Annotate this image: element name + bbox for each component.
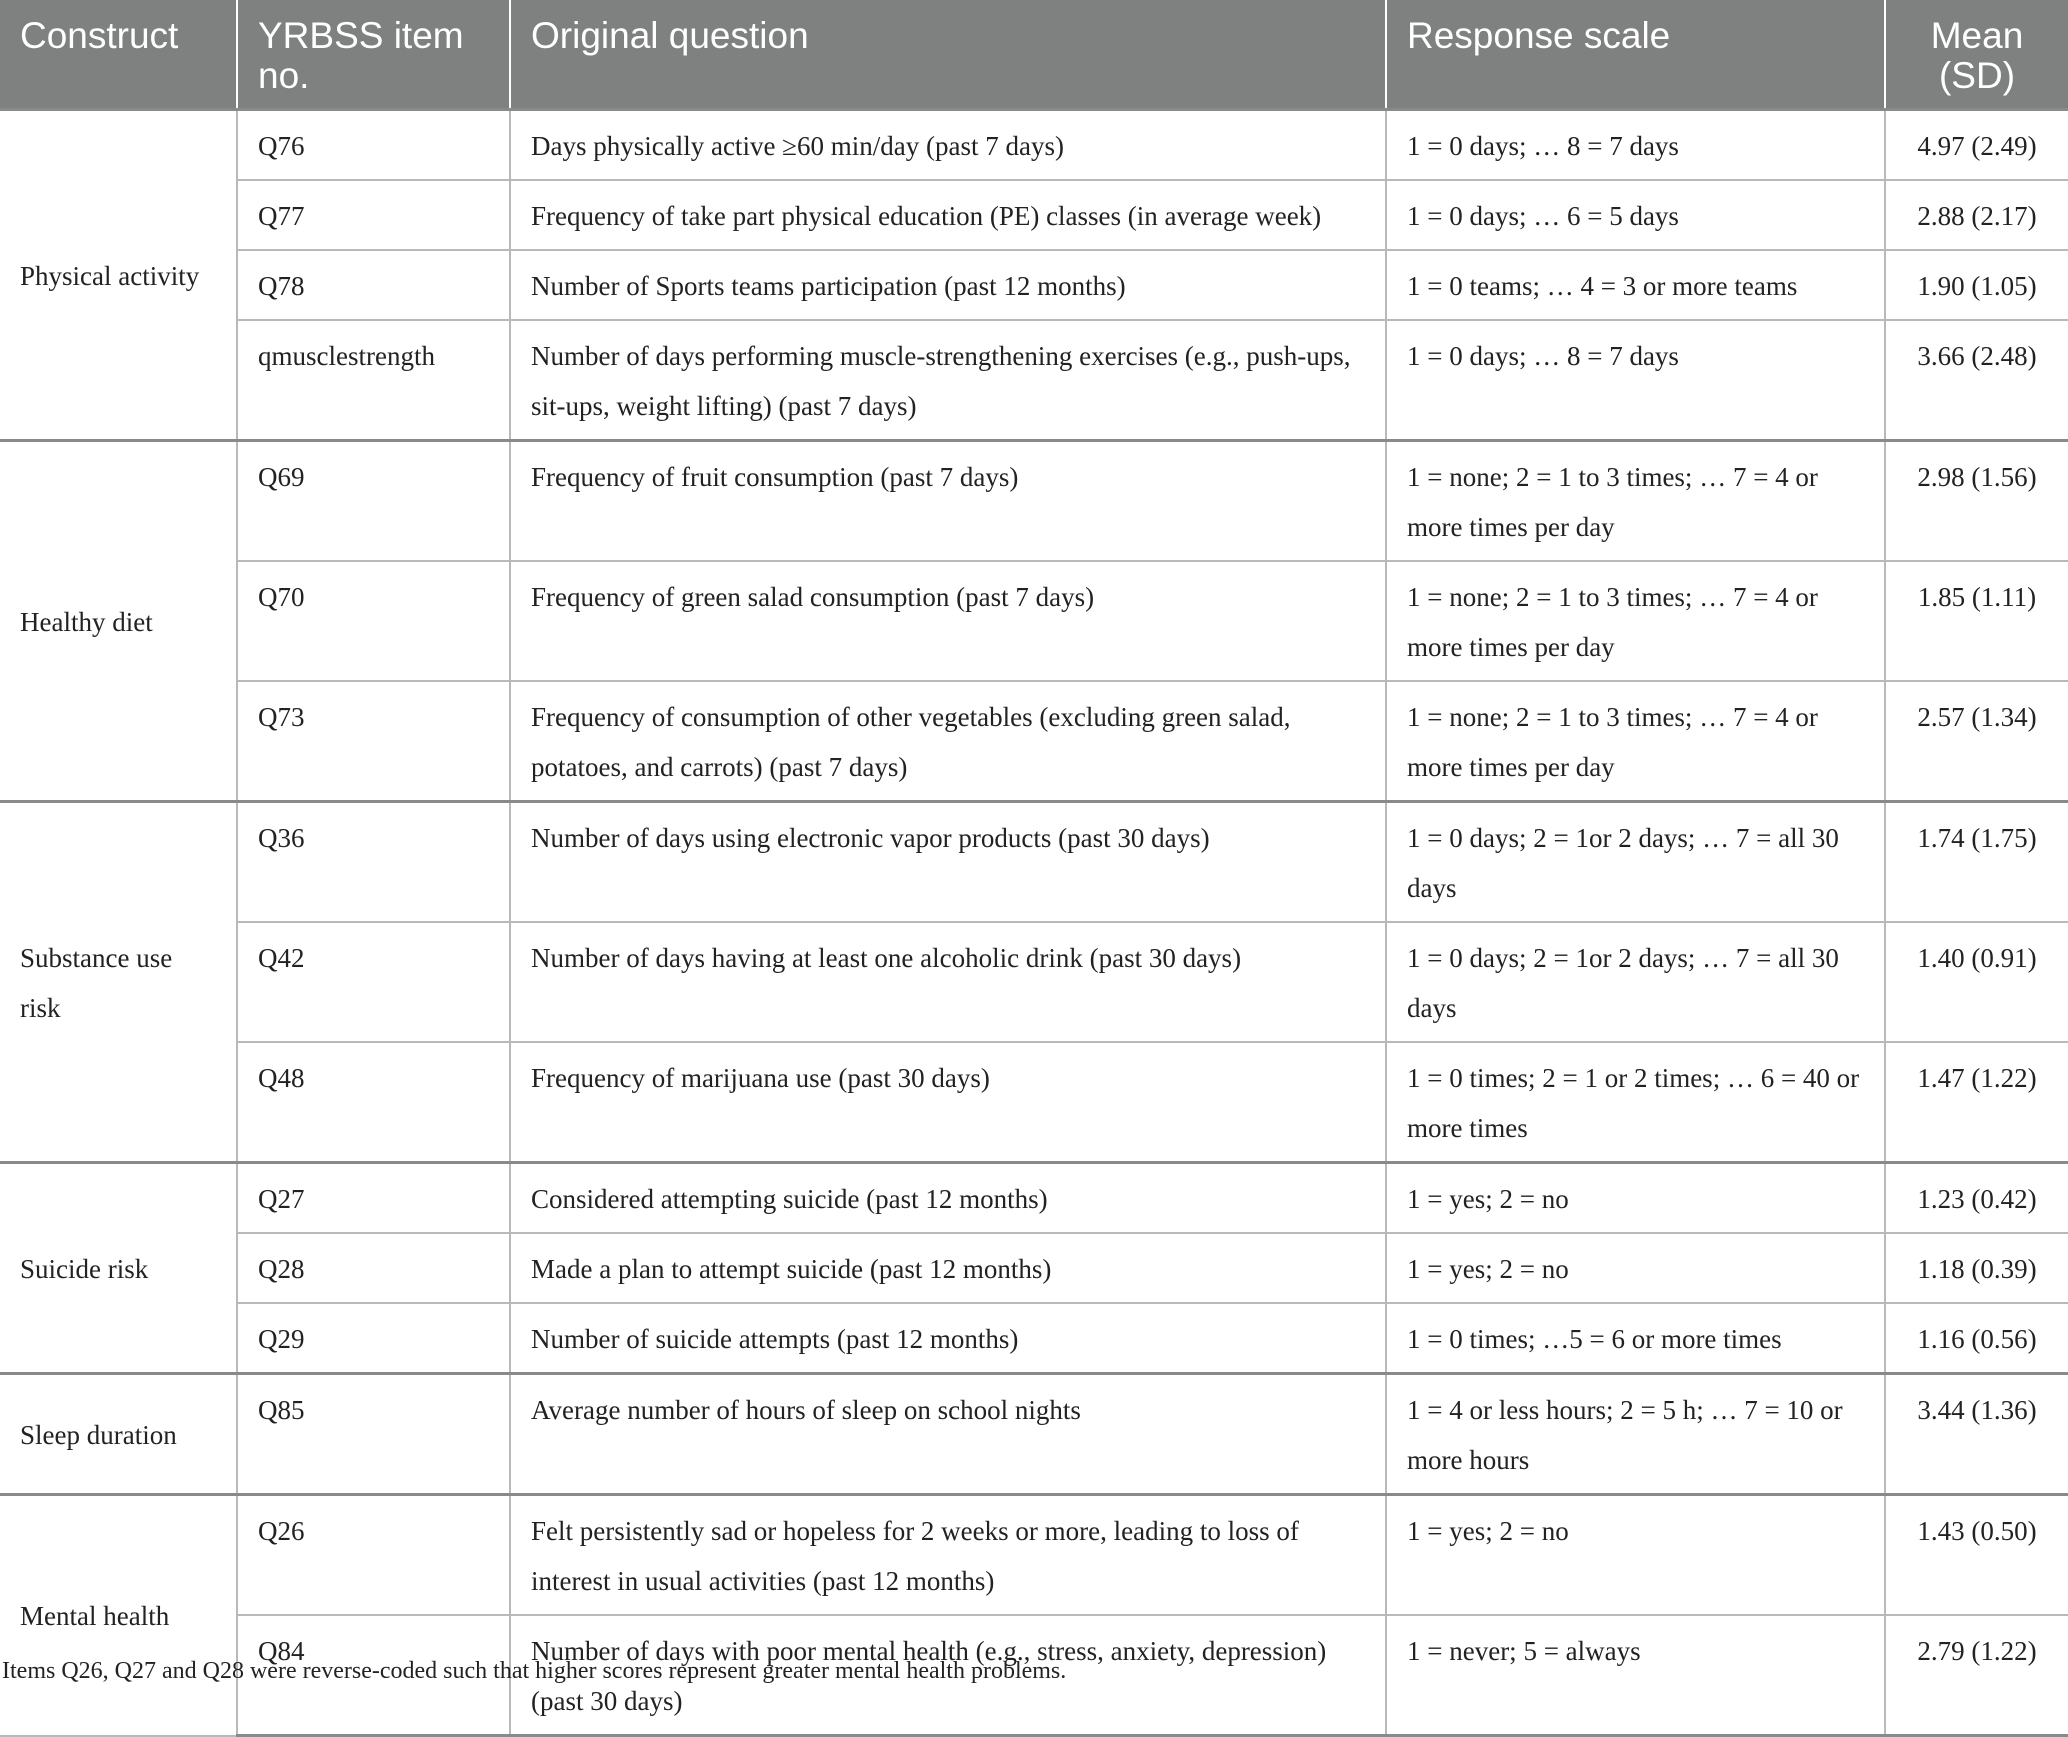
table-row	[0, 441, 2068, 562]
header-row	[0, 0, 2068, 110]
response-scale-cell: 1 = 0 days; 2 = 1or 2 days; … 7 = all 30 days	[1386, 802, 1885, 923]
table-row	[0, 681, 2068, 802]
item-number-cell: Q76	[237, 110, 510, 181]
construct-cell: Mental health	[0, 1495, 237, 1736]
question-cell: Frequency of marijuana use (past 30 days)	[510, 1042, 1386, 1163]
question-cell: Number of days having at least one alcoholic drink (past 30 days)	[510, 922, 1386, 1042]
response-scale-cell: 1 = none; 2 = 1 to 3 times; … 7 = 4 or more times per day	[1386, 561, 1885, 681]
mean-sd-cell: 2.98 (1.56)	[1885, 441, 2068, 562]
table-row	[0, 1163, 2068, 1234]
mean-sd-cell: 1.40 (0.91)	[1885, 922, 2068, 1042]
question-cell: Number of days performing muscle-strengthening exercises (e.g., push-ups, sit-ups, weight lifting) (past 7 days)	[510, 320, 1386, 441]
mean-sd-cell: 1.90 (1.05)	[1885, 250, 2068, 320]
item-number-cell: Q48	[237, 1042, 510, 1163]
question-cell: Considered attempting suicide (past 12 months)	[510, 1163, 1386, 1234]
question-cell: Days physically active ≥60 min/day (past 7 days)	[510, 110, 1386, 181]
response-scale-cell: 1 = 0 days; … 8 = 7 days	[1386, 110, 1885, 181]
table-row	[0, 180, 2068, 250]
response-scale-cell: 1 = yes; 2 = no	[1386, 1495, 1885, 1616]
mean-sd-cell: 2.57 (1.34)	[1885, 681, 2068, 802]
response-scale-cell: 1 = 4 or less hours; 2 = 5 h; … 7 = 10 or more hours	[1386, 1374, 1885, 1495]
item-number-cell: Q27	[237, 1163, 510, 1234]
construct-cell: Healthy diet	[0, 441, 237, 802]
mean-sd-cell: 1.47 (1.22)	[1885, 1042, 2068, 1163]
table-row	[0, 320, 2068, 441]
table-row	[0, 922, 2068, 1042]
response-scale-cell: 1 = 0 days; … 6 = 5 days	[1386, 180, 1885, 250]
item-number-cell: Q70	[237, 561, 510, 681]
response-scale-cell: 1 = 0 times; 2 = 1 or 2 times; … 6 = 40 or more times	[1386, 1042, 1885, 1163]
table-row	[0, 1042, 2068, 1163]
table-row	[0, 250, 2068, 320]
response-scale-cell: 1 = yes; 2 = no	[1386, 1233, 1885, 1303]
response-scale-cell: 1 = yes; 2 = no	[1386, 1163, 1885, 1234]
question-cell: Frequency of take part physical education (PE) classes (in average week)	[510, 180, 1386, 250]
mean-sd-cell: 1.18 (0.39)	[1885, 1233, 2068, 1303]
response-scale-cell: 1 = 0 times; …5 = 6 or more times	[1386, 1303, 1885, 1374]
response-scale-cell: 1 = 0 teams; … 4 = 3 or more teams	[1386, 250, 1885, 320]
question-cell: Number of days using electronic vapor products (past 30 days)	[510, 802, 1386, 923]
table-row	[0, 1374, 2068, 1495]
table-footnote: Items Q26, Q27 and Q28 were reverse-coded such that higher scores represent greater mental health problems.	[2, 1658, 1067, 1684]
item-number-cell: Q42	[237, 922, 510, 1042]
header-item-no: YRBSS item no.	[237, 0, 510, 110]
table-row	[0, 802, 2068, 923]
construct-cell: Sleep duration	[0, 1374, 237, 1495]
table-row	[0, 110, 2068, 181]
header-mean-sd: Mean (SD)	[1885, 0, 2068, 110]
mean-sd-cell: 2.88 (2.17)	[1885, 180, 2068, 250]
response-scale-cell: 1 = 0 days; … 8 = 7 days	[1386, 320, 1885, 441]
mean-sd-cell: 3.66 (2.48)	[1885, 320, 2068, 441]
response-scale-cell: 1 = 0 days; 2 = 1or 2 days; … 7 = all 30 days	[1386, 922, 1885, 1042]
construct-cell: Suicide risk	[0, 1163, 237, 1374]
header-construct: Construct	[0, 0, 237, 110]
table-body	[0, 110, 2068, 1736]
mean-sd-cell: 1.16 (0.56)	[1885, 1303, 2068, 1374]
item-number-cell: Q73	[237, 681, 510, 802]
response-scale-cell: 1 = never; 5 = always	[1386, 1615, 1885, 1736]
item-number-cell: Q29	[237, 1303, 510, 1374]
mean-sd-cell: 1.85 (1.11)	[1885, 561, 2068, 681]
mean-sd-cell: 1.23 (0.42)	[1885, 1163, 2068, 1234]
mean-sd-cell: 1.43 (0.50)	[1885, 1495, 2068, 1616]
question-cell: Frequency of consumption of other vegetables (excluding green salad, potatoes, and carrots) (past 7 days)	[510, 681, 1386, 802]
item-number-cell: Q26	[237, 1495, 510, 1616]
table-row	[0, 1495, 2068, 1616]
table-row	[0, 1233, 2068, 1303]
construct-cell: Substance use risk	[0, 802, 237, 1163]
mean-sd-cell: 2.79 (1.22)	[1885, 1615, 2068, 1736]
item-number-cell: Q85	[237, 1374, 510, 1495]
question-cell: Made a plan to attempt suicide (past 12 months)	[510, 1233, 1386, 1303]
question-cell: Average number of hours of sleep on school nights	[510, 1374, 1386, 1495]
question-cell: Number of days with poor mental health (e.g., stress, anxiety, depression) (past 30 days)	[510, 1615, 1386, 1736]
table-row	[0, 1303, 2068, 1374]
question-cell: Number of suicide attempts (past 12 months)	[510, 1303, 1386, 1374]
question-cell: Frequency of fruit consumption (past 7 days)	[510, 441, 1386, 562]
mean-sd-cell: 1.74 (1.75)	[1885, 802, 2068, 923]
header-original-question: Original question	[510, 0, 1386, 110]
item-number-cell: Q36	[237, 802, 510, 923]
item-number-cell: Q28	[237, 1233, 510, 1303]
question-cell: Number of Sports teams participation (past 12 months)	[510, 250, 1386, 320]
item-number-cell: qmusclestrength	[237, 320, 510, 441]
question-cell: Felt persistently sad or hopeless for 2 weeks or more, leading to loss of interest in usual activities (past 12 months)	[510, 1495, 1386, 1616]
construct-cell: Physical activity	[0, 110, 237, 441]
response-scale-cell: 1 = none; 2 = 1 to 3 times; … 7 = 4 or more times per day	[1386, 441, 1885, 562]
item-number-cell: Q69	[237, 441, 510, 562]
mean-sd-cell: 3.44 (1.36)	[1885, 1374, 2068, 1495]
item-number-cell: Q78	[237, 250, 510, 320]
item-number-cell: Q77	[237, 180, 510, 250]
table-row	[0, 561, 2068, 681]
item-number-cell: Q84	[237, 1615, 510, 1736]
question-cell: Frequency of green salad consumption (past 7 days)	[510, 561, 1386, 681]
header-response-scale: Response scale	[1386, 0, 1885, 110]
response-scale-cell: 1 = none; 2 = 1 to 3 times; … 7 = 4 or more times per day	[1386, 681, 1885, 802]
mean-sd-cell: 4.97 (2.49)	[1885, 110, 2068, 181]
table-header	[0, 0, 2068, 110]
